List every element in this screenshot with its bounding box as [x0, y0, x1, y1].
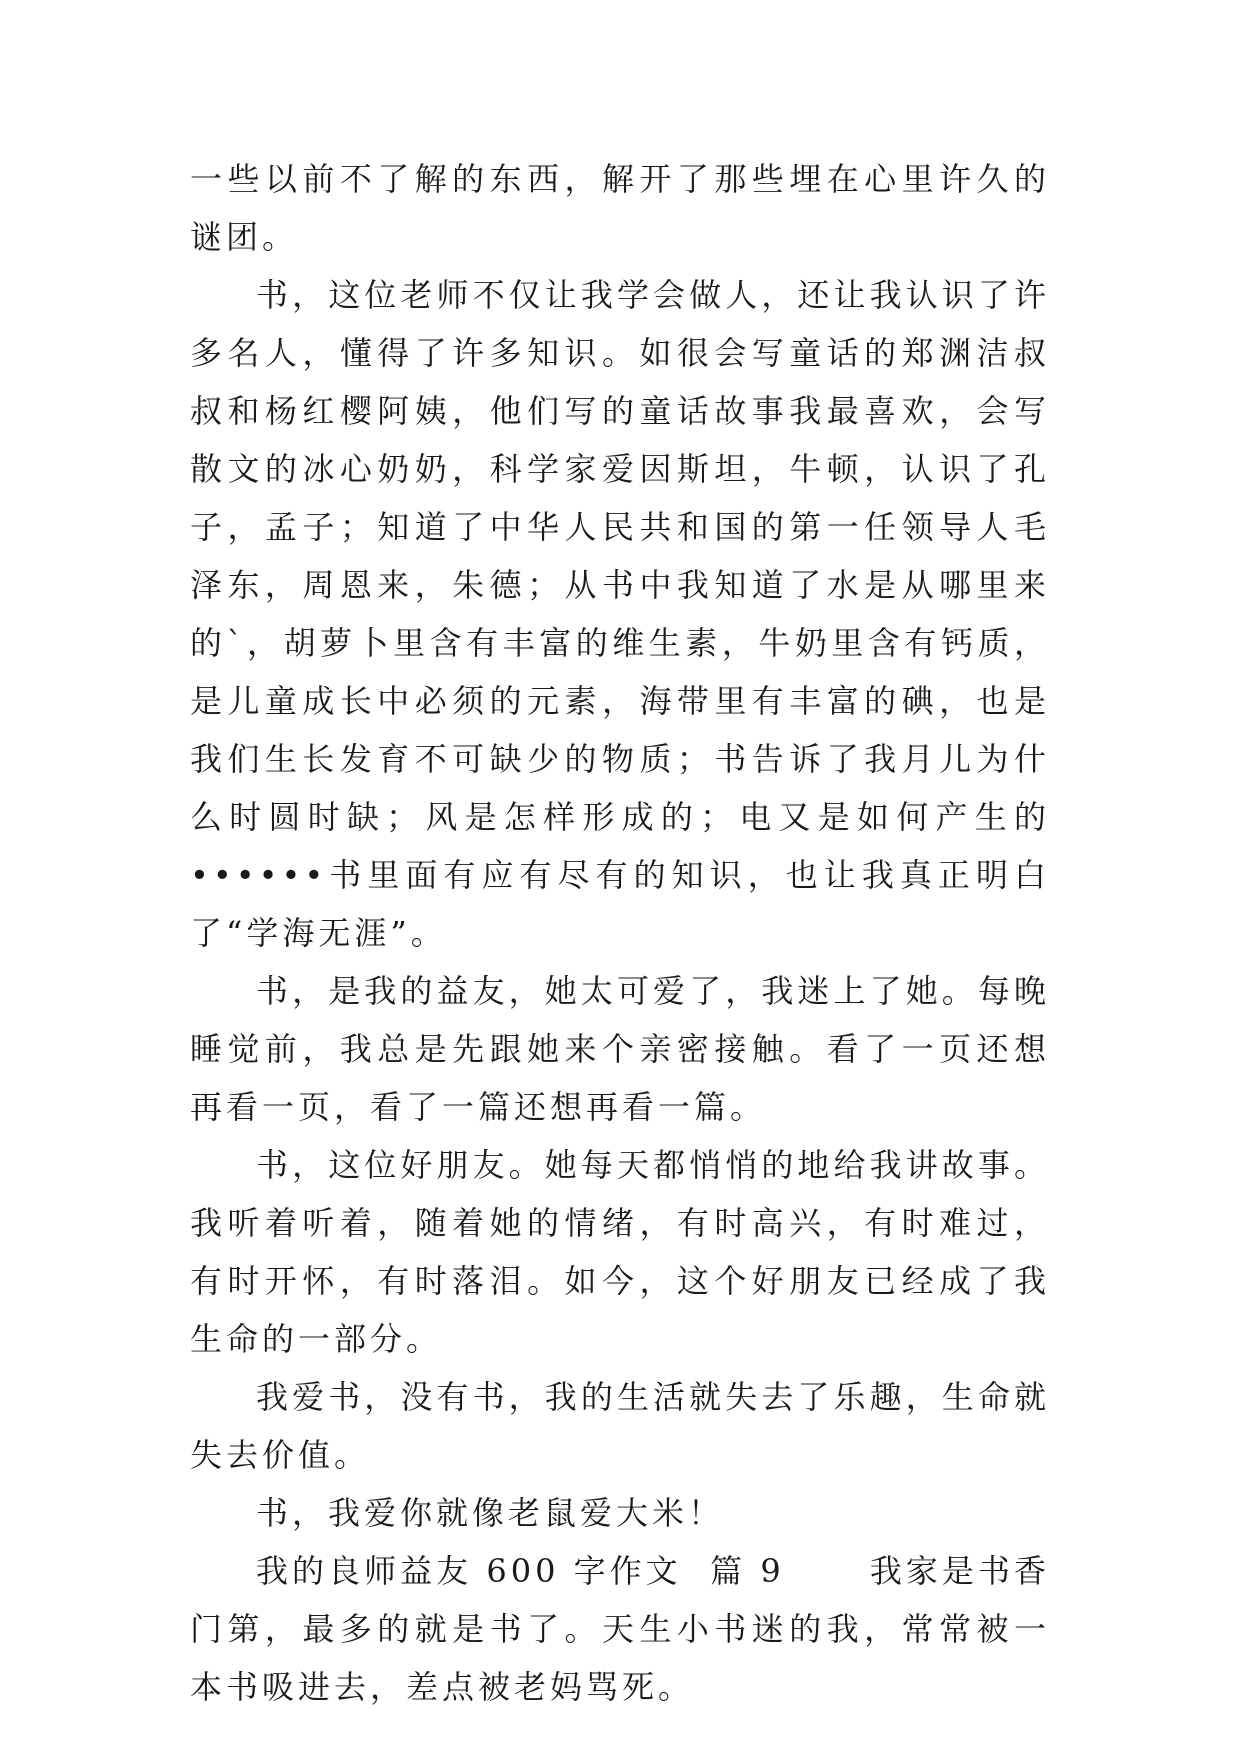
paragraph-book-teacher: 书，这位老师不仅让我学会做人，还让我认识了许多名人，懂得了许多知识。如很会写童话的郑渊洁叔叔和杨红樱阿姨，他们写的童话故事我最喜欢，会写散文的冰心奶奶，科学家爱因斯坦，牛顿，认识了孔子，孟子；知道了中华人民共和国的第一任领导人毛泽东，周恩来，朱德；从书中我知道了水是从哪里来的`，胡萝卜里含有丰富的维生素，牛奶里含有钙质，是儿童成长中必须的元素，海带里有丰富的碘，也是我们生长发育不可缺少的物质；书告诉了我月儿为什么时圆时缺；风是怎样形成的；电又是如何产生的••••••书里面有应有尽有的知识，也让我真正明白了“学海无涯”。: [190, 276, 1050, 952]
paragraph-book-friend: 书，是我的益友，她太可爱了，我迷上了她。每晚睡觉前，我总是先跟她来个亲密接触。看了一页还想再看一页，看了一篇还想再看一篇。: [190, 972, 1050, 1126]
paragraph-love-books: 我爱书，没有书，我的生活就失去了乐趣，生命就失去价值。: [190, 1378, 1050, 1474]
paragraph-continuation: 一些以前不了解的东西，解开了那些埋在心里许久的谜团。: [190, 160, 1050, 256]
paragraph-good-friend: 书，这位好朋友。她每天都悄悄的地给我讲故事。我听着听着，随着她的情绪，有时高兴，有时难过，有时开怀，有时落泪。如今，这个好朋友已经成了我生命的一部分。: [190, 1146, 1050, 1358]
document-body: [190, 150, 1050, 1716]
paragraph-like-mouse: 书，我爱你就像老鼠爱大米！: [256, 1494, 725, 1532]
paragraph-essay-9-start: 我的良师益友 600 字作文 篇 9 我家是书香门第，最多的就是书了。天生小书迷的我，常常被一本书吸进去，差点被老妈骂死。: [190, 1552, 1050, 1706]
